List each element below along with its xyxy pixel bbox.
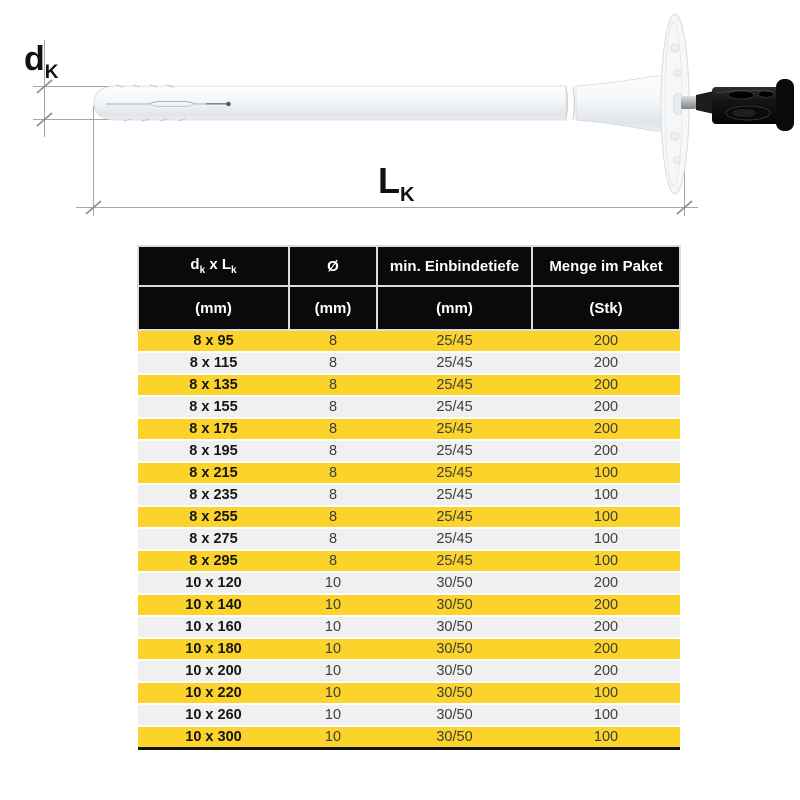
cell-size: 10 x 220 xyxy=(138,682,289,704)
cell-diameter: 10 xyxy=(289,704,377,726)
cell-size: 8 x 95 xyxy=(138,330,289,352)
cell-qty: 100 xyxy=(532,506,680,528)
table-row xyxy=(138,396,680,418)
cell-size: 8 x 135 xyxy=(138,374,289,396)
cell-diameter: 10 xyxy=(289,682,377,704)
cell-depth: 25/45 xyxy=(377,462,532,484)
table-row xyxy=(138,484,680,506)
shaft-ridges xyxy=(566,87,575,120)
cone-collar xyxy=(576,76,663,131)
cell-depth: 30/50 xyxy=(377,572,532,594)
cell-diameter: 8 xyxy=(289,506,377,528)
unit-qty: (Stk) xyxy=(532,286,680,330)
table-row xyxy=(138,506,680,528)
cell-diameter: 8 xyxy=(289,352,377,374)
cell-diameter: 10 xyxy=(289,594,377,616)
cell-depth: 25/45 xyxy=(377,418,532,440)
cell-size: 8 x 155 xyxy=(138,396,289,418)
cell-depth: 30/50 xyxy=(377,660,532,682)
cell-depth: 30/50 xyxy=(377,682,532,704)
spec-table-body xyxy=(138,330,680,748)
table-row xyxy=(138,440,680,462)
metal-pin xyxy=(681,96,696,109)
unit-depth: (mm) xyxy=(377,286,532,330)
diameter-dimension-label: $d_K$ xyxy=(24,40,59,83)
cell-size: 8 x 295 xyxy=(138,550,289,572)
header-size: $d_k$ x $L_k$ xyxy=(138,246,289,286)
cell-qty: 200 xyxy=(532,396,680,418)
table-row xyxy=(138,418,680,440)
cell-size: 8 x 215 xyxy=(138,462,289,484)
cell-qty: 200 xyxy=(532,352,680,374)
table-row xyxy=(138,682,680,704)
table-row xyxy=(138,594,680,616)
cell-depth: 25/45 xyxy=(377,374,532,396)
cell-size: 8 x 235 xyxy=(138,484,289,506)
screw-head xyxy=(696,79,794,131)
table-row xyxy=(138,330,680,352)
cell-qty: 100 xyxy=(532,726,680,748)
spec-table xyxy=(137,245,681,750)
header-diameter: Ø xyxy=(289,246,377,286)
cell-qty: 100 xyxy=(532,682,680,704)
dowel-shaft xyxy=(94,86,566,120)
cell-depth: 25/45 xyxy=(377,528,532,550)
cell-diameter: 8 xyxy=(289,440,377,462)
cell-diameter: 8 xyxy=(289,550,377,572)
cell-depth: 25/45 xyxy=(377,396,532,418)
cell-size: 8 x 115 xyxy=(138,352,289,374)
cell-qty: 200 xyxy=(532,638,680,660)
cell-qty: 200 xyxy=(532,594,680,616)
header-row-labels xyxy=(138,246,680,286)
cell-size: 10 x 180 xyxy=(138,638,289,660)
cell-diameter: 10 xyxy=(289,726,377,748)
unit-diameter: (mm) xyxy=(289,286,377,330)
cell-depth: 25/45 xyxy=(377,550,532,572)
cell-size: 8 x 195 xyxy=(138,440,289,462)
table-row xyxy=(138,638,680,660)
cell-size: 8 x 175 xyxy=(138,418,289,440)
cell-qty: 200 xyxy=(532,572,680,594)
cell-diameter: 10 xyxy=(289,660,377,682)
cell-diameter: 8 xyxy=(289,374,377,396)
table-row xyxy=(138,462,680,484)
cell-size: 10 x 120 xyxy=(138,572,289,594)
cell-diameter: 8 xyxy=(289,418,377,440)
cell-diameter: 10 xyxy=(289,572,377,594)
cell-diameter: 8 xyxy=(289,484,377,506)
header-qty: Menge im Paket xyxy=(532,246,680,286)
cell-depth: 25/45 xyxy=(377,440,532,462)
product-drawing xyxy=(0,0,800,235)
cell-qty: 100 xyxy=(532,550,680,572)
table-row xyxy=(138,704,680,726)
cell-depth: 25/45 xyxy=(377,330,532,352)
cell-qty: 100 xyxy=(532,462,680,484)
table-row xyxy=(138,616,680,638)
table-row xyxy=(138,550,680,572)
cell-depth: 25/45 xyxy=(377,352,532,374)
cell-size: 10 x 200 xyxy=(138,660,289,682)
cell-depth: 25/45 xyxy=(377,506,532,528)
table-row xyxy=(138,528,680,550)
table-row xyxy=(138,352,680,374)
cell-size: 10 x 300 xyxy=(138,726,289,748)
cell-depth: 30/50 xyxy=(377,638,532,660)
cell-size: 10 x 260 xyxy=(138,704,289,726)
dimension-lines xyxy=(33,40,698,216)
cell-diameter: 8 xyxy=(289,396,377,418)
cell-qty: 200 xyxy=(532,616,680,638)
cell-qty: 200 xyxy=(532,330,680,352)
header-row-units xyxy=(138,286,680,330)
cell-depth: 30/50 xyxy=(377,726,532,748)
table-row xyxy=(138,660,680,682)
cell-diameter: 10 xyxy=(289,616,377,638)
length-dimension-label: $L_K$ xyxy=(378,160,415,207)
cell-diameter: 10 xyxy=(289,638,377,660)
header-depth: min. Einbindetiefe xyxy=(377,246,532,286)
cell-size: 8 x 255 xyxy=(138,506,289,528)
table-row xyxy=(138,374,680,396)
table-row xyxy=(138,726,680,748)
cell-qty: 200 xyxy=(532,440,680,462)
cell-depth: 30/50 xyxy=(377,704,532,726)
cell-depth: 30/50 xyxy=(377,616,532,638)
cell-qty: 200 xyxy=(532,418,680,440)
cell-depth: 25/45 xyxy=(377,484,532,506)
cell-qty: 100 xyxy=(532,528,680,550)
table-row xyxy=(138,572,680,594)
cell-qty: 200 xyxy=(532,660,680,682)
cell-depth: 30/50 xyxy=(377,594,532,616)
cell-size: 10 x 140 xyxy=(138,594,289,616)
cell-qty: 100 xyxy=(532,704,680,726)
cell-diameter: 8 xyxy=(289,462,377,484)
cell-size: 10 x 160 xyxy=(138,616,289,638)
unit-size: (mm) xyxy=(138,286,289,330)
cell-qty: 200 xyxy=(532,374,680,396)
cell-diameter: 8 xyxy=(289,528,377,550)
cell-diameter: 8 xyxy=(289,330,377,352)
cell-size: 8 x 275 xyxy=(138,528,289,550)
cell-qty: 100 xyxy=(532,484,680,506)
